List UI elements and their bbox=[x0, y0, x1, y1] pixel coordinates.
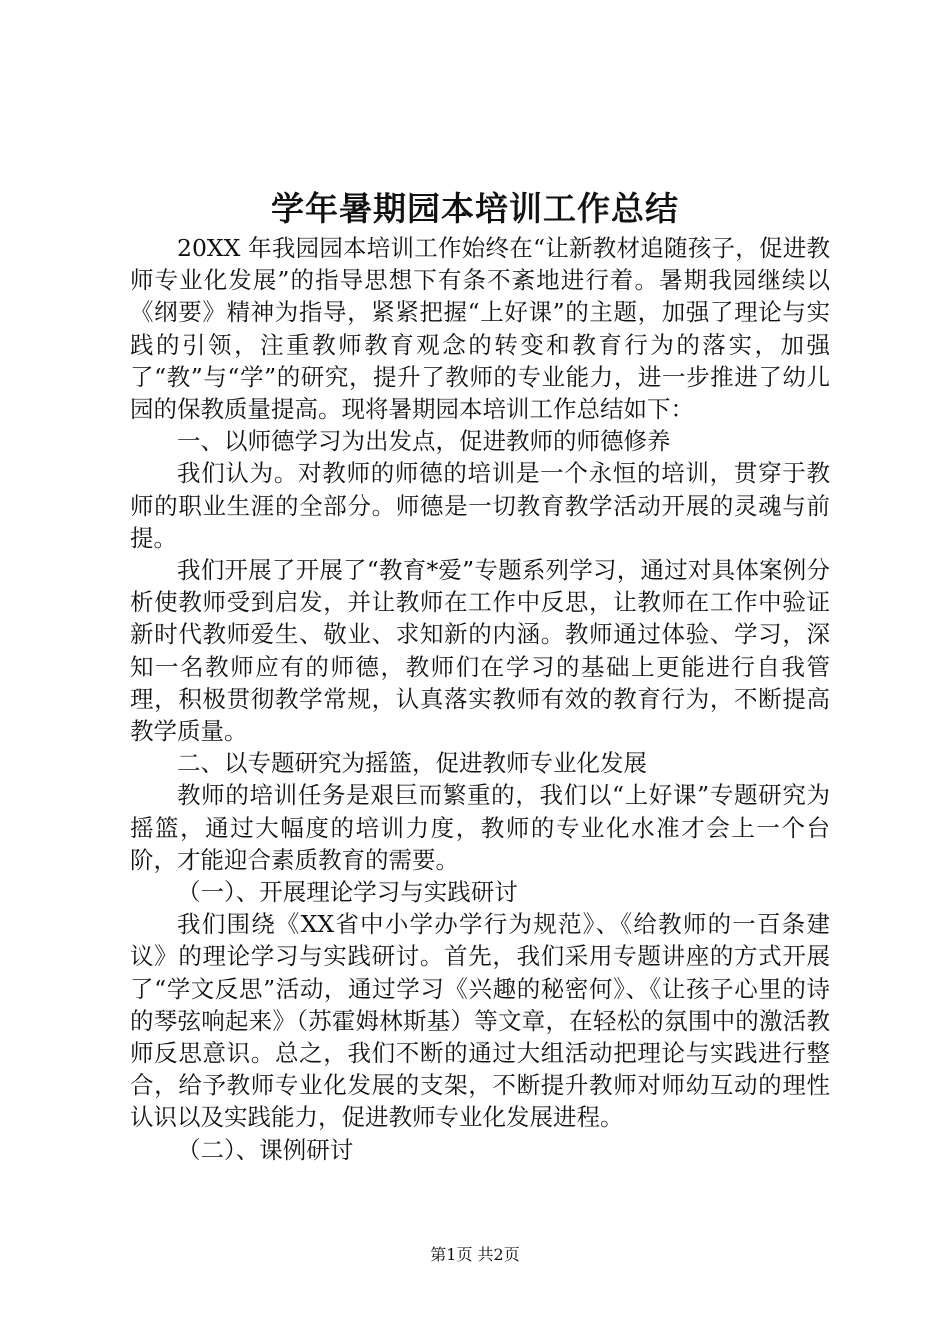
paragraph: 我们开展了开展了“教育*爱”专题系列学习，通过对具体案例分析使教师受到启发，并让教师在工作中反思，让教师在工作中验证新时代教师爱生、敬业、求知新的内涵。教师通过体验、学习，深知一名教师应有的师德，教师们在学习的基础上更能进行自我管理，积极贯彻教学常规，认真落实教师有效的教育行为，不断提高教学质量。 bbox=[130, 556, 830, 746]
subsection-heading-2: （二）、课例研讨 bbox=[177, 1135, 354, 1164]
document-title: 学年暑期园本培训工作总结 bbox=[271, 189, 679, 228]
paragraph: 我们认为。对教师的师德的培训是一个永恒的培训，贯穿于教师的职业生涯的全部分。师德是一切教育教学活动开展的灵魂与前提。 bbox=[130, 459, 830, 552]
paragraph: 教师的培训任务是艰巨而繁重的，我们以“上好课”专题研究为摇篮，通过大幅度的培训力度，教师的专业化水准才会上一个台阶，才能迎合素质教育的需要。 bbox=[130, 781, 830, 874]
document-body bbox=[130, 232, 830, 1166]
section-heading-1: 一、以师德学习为出发点，促进教师的师德修养 bbox=[177, 427, 671, 456]
section-heading-2: 二、以专题研究为摇篮，促进教师专业化发展 bbox=[177, 749, 647, 778]
subsection-heading-1: （一）、开展理论学习与实践研讨 bbox=[177, 878, 518, 907]
paragraph-intro: 20XX 年我园园本培训工作始终在“让新教材追随孩子，促进教师专业化发展”的指导思想下有条不紊地进行着。暑期我园继续以《纲要》精神为指导，紧紧把握“上好课”的主题，加强了理论与实践的引领，注重教师教育观念的转变和教育行为的落实，加强了“教”与“学”的研究，提升了教师的专业能力，进一步推进了幼儿园的保教质量提高。现将暑期园本培训工作总结如下： bbox=[130, 234, 830, 424]
page-footer: 第1页 共2页 bbox=[430, 1245, 520, 1264]
paragraph: 我们围绕《XX省中小学办学行为规范》、《给教师的一百条建议》的理论学习与实践研讨。首先，我们采用专题讲座的方式开展了“学文反思”活动，通过学习《兴趣的秘密何》、《让孩子心里的诗的琴弦响起来》（苏霍姆林斯基）等文章，在轻松的氛围中的激活教师反思意识。总之，我们不断的通过大组活动把理论与实践进行整合，给予教师专业化发展的支架，不断提升教师对师幼互动的理性认识以及实践能力，促进教师专业化发展进程。 bbox=[130, 910, 830, 1132]
